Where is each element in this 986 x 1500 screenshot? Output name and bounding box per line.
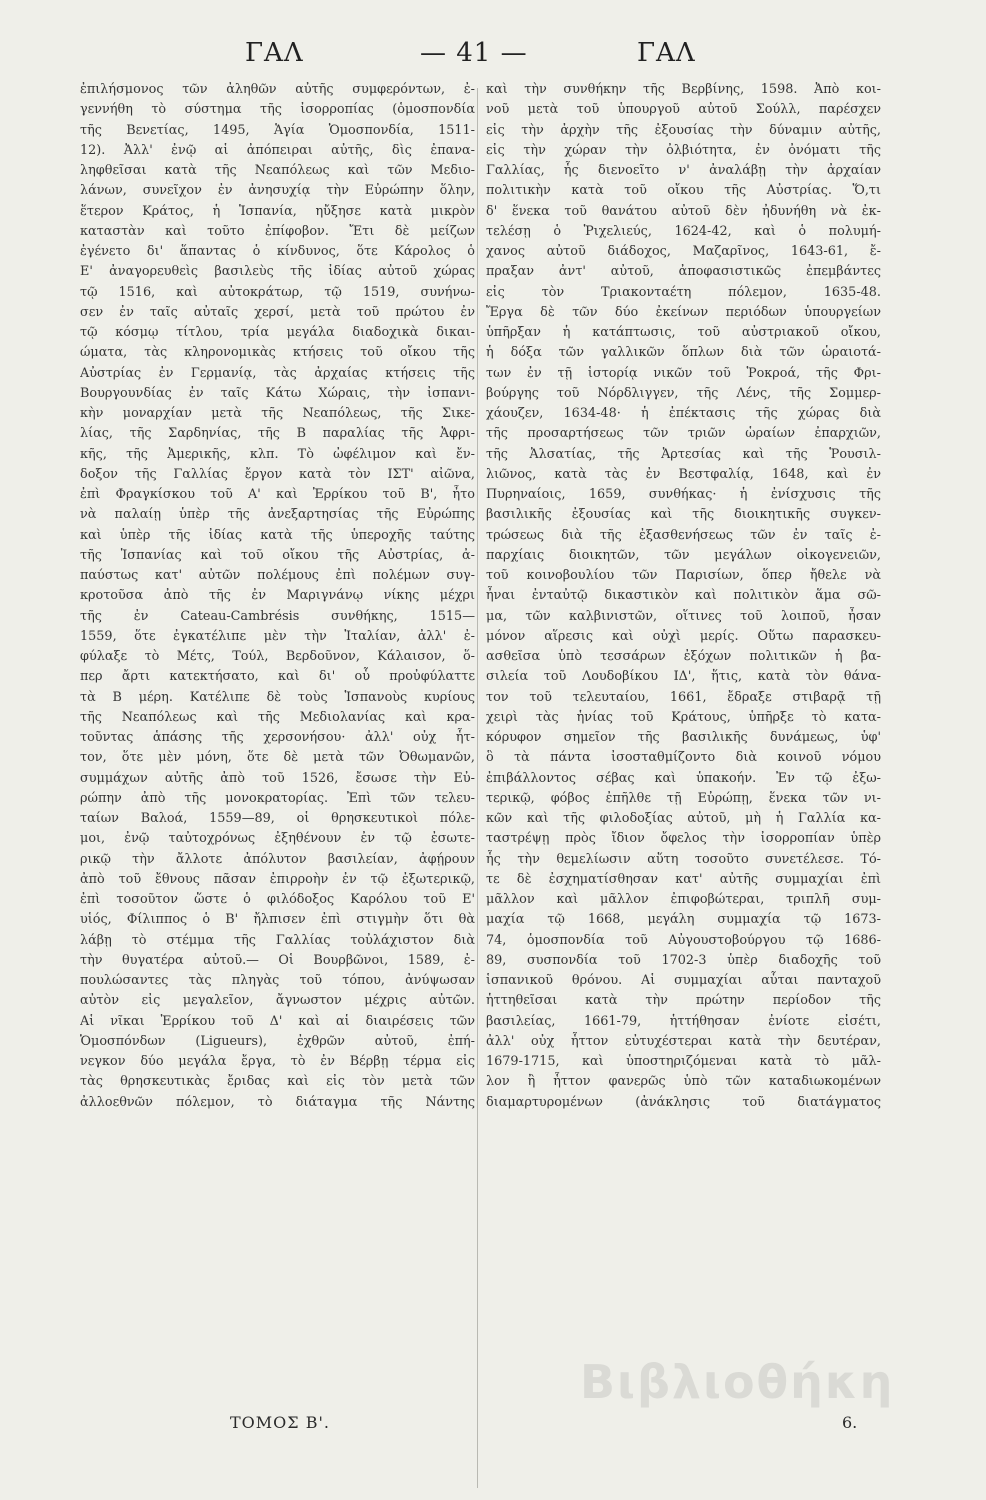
text-line: ληφθεῖσαι κατὰ τῆς Νεαπόλεως καὶ τῶν Μεδιο- [80,163,475,178]
text-line: λιῶνος, κατὰ τὰς ἐν Βεστφαλίᾳ, 1648, καὶ ἐν [486,466,881,482]
text-line: πουλώσαντες τὰς πληγὰς τοῦ τόπου, ἀνύψωσαν [80,973,475,988]
text-line: τοῦντας ἁπάσης τῆς χερσονήσου· ἀλλ' οὐχ ἧτ- [80,730,475,745]
text-line: λάνων, συνεῖχον ἐν ἀνησυχίᾳ τὴν Εὐρώπην ὅλην, [80,183,475,199]
text-line: δοξον τῆς Γαλλίας ἔργον κατὰ τὸν ΙΣΤ' αἰῶνα, [80,466,475,482]
text-line: τὰς θρησκευτικὰς ἔριδας καὶ εἰς τὸν μετὰ τῶν [80,1074,475,1090]
text-line: συμμάχων αὐτῆς ἀπὸ τοῦ 1526, ἔσωσε τὴν Εὐ- [80,770,475,786]
page-number: — 41 — [420,38,528,68]
text-line: τε δὲ ἐσχηματίσθησαν κατ' αὐτῆς συμμαχίαι ἐπὶ [486,871,881,887]
text-line: πραξαν ἀντ' αὐτοῦ, ἀποφασιστικῶς ἐπεμβάντες [486,264,881,280]
text-line: Βουργουνδίας ἐν ταῖς Κάτω Χώραις, τὴν ἰσπανι- [80,385,475,401]
text-line: κροτοῦσα ἀπὸ τῆς ἐν Μαριγνάνῳ νίκης μέχρι [80,588,475,604]
text-line: καὶ τὴν συνθήκην τῆς Βερβίνης, 1598. Ἀπὸ κοι- [486,82,881,97]
text-line: υἱός, Φίλιππος ὁ Β' ἤλπισεν ἐπὶ στιγμὴν ὅτι θὰ [80,912,475,928]
text-line: ἧς τὴν θεμελίωσιν αὕτη τοσοῦτο συνετέλεσε. Τό- [486,851,881,867]
text-line: περ ἄρτι κατεκτήσατο, καὶ δι' οὗ προὐφύλαττε [80,669,475,685]
text-line: λον ἢ ἧττον φανερῶς ὑπὸ τῶν καταδιωκομένων [486,1074,881,1090]
left-column [80,80,475,1113]
text-line: ἦναι ἐνταὐτῷ δικαστικὸν καὶ πολιτικὸν ἅμα σῶ- [486,588,881,604]
text-line: βούργης τοῦ Νόρδλιγγεν, τῆς Λένς, τῆς Σομμερ- [486,385,881,401]
text-line: δ' ἕνεκα τοῦ θανάτου αὐτοῦ δὲν ἠδυνήθη νὰ ἐκ- [486,203,881,219]
text-line: καὶ ὑπὲρ τῆς ἰδίας κατὰ τῆς ὑπεροχῆς ταύτης [80,527,475,543]
text-line: κόρυφον σημεῖον τῆς βασιλικῆς δυνάμεως, ὑφ' [486,730,881,745]
text-line: Αἱ νῖκαι Ἐρρίκου τοῦ Δ' καὶ αἱ διαιρέσεις τῶν [80,1013,475,1029]
text-line: ἐπὶ τοσοῦτον ὥστε ὁ φιλόδοξος Καρόλου τοῦ Ε' [80,892,475,907]
text-line: κῶν καὶ τῆς φιλοδοξίας αὐτοῦ, μὴ ἡ Γαλλία κα- [486,811,881,826]
text-line: τῆς Ἀλσατίας, τῆς Ἀρτεσίας καὶ τῆς Ῥουσιλ- [486,446,881,462]
text-line: γεννήθη τὸ σύστημα τῆς ἰσορροπίας (ὁμοσπονδία [80,102,475,118]
text-line: ἀπὸ τοῦ ἔθνους πᾶσαν ἐπιρροὴν ἐν τῷ ἐξωτερικῷ, [80,871,475,887]
text-line: ταστρέψῃ πρὸς ἴδιον ὄφελος τὴν ἰσορροπίαν ὑπὲρ [486,831,881,847]
text-line: σιλεία τοῦ Λουδοβίκου ΙΔ', ἥτις, κατὰ τὸν θάνα- [486,669,881,685]
text-line: 74, ὁμοσπονδία τοῦ Αὐγουστοβούργου τῷ 1686- [486,932,881,948]
text-line: πολιτικὴν κατὰ τοῦ οἴκου τῆς Αὐστρίας. Ὅ,τι [486,183,881,199]
text-line: τον, ὅτε μὲν μόνη, ὅτε δὲ μετὰ τῶν Ὀθωμανῶν, [80,750,475,766]
text-line: ἱσπανικοῦ θρόνου. Αἱ συμμαχίαι αὗται πανταχοῦ [486,973,881,988]
text-line: ἡττηθεῖσαι κατὰ τὴν πρώτην περίοδον τῆς [486,993,881,1009]
text-line: τὴν θυγατέρα αὐτοῦ.— Οἱ Βουρβῶνοι, 1589, ἐ- [80,952,475,968]
text-line: Πυρηναίοις, 1659, συνθήκας· ἡ ἐνίσχυσις τῆς [486,487,881,502]
text-line: κῆς, τῆς Ἀμερικῆς, κλπ. Τὸ ὠφέλιμον καὶ ἔν- [80,446,475,462]
running-header [70,38,930,78]
text-line: λάβῃ τὸ στέμμα τῆς Γαλλίας τοὐλάχιστον διὰ [80,932,475,948]
text-line: ὃ τὰ πάντα ἰσοσταθμίζοντο διὰ κοινοῦ νόμου [486,750,881,766]
text-line: εἰς τὴν χώραν τὴν ὀλβιότητα, ἐν ὀνόματι τῆς [486,142,881,158]
text-line: νοῦ μετὰ τοῦ ὑπουργοῦ αὐτοῦ Σούλλ, παρέσχεν [486,102,881,118]
text-line: εἰς τὴν ἀρχὴν τῆς ἐξουσίας τὴν δύναμιν αὐτῆς, [486,122,881,138]
text-line: τον τοῦ τελευταίου, 1661, ἔδραξε στιβαρᾷ τῇ [486,689,881,705]
text-line: ώματα, τὰς κληρονομικὰς κτήσεις τοῦ οἴκου τῆς [80,345,475,361]
text-line: ἐπιλήσμονος τῶν ἀληθῶν αὐτῆς συμφερόντων, ἐ- [80,82,475,97]
text-line: διαμαρτυρομένων (ἀνάκλησις τοῦ διατάγματος [486,1094,881,1110]
text-line: σεν ἐν ταῖς αὐταῖς χερσί, μετὰ τοῦ πρώτου ἐν [80,304,475,320]
text-line: τῆς ἐν Cateau-Cambrésis συνθήκης, 1515— [80,608,475,624]
text-line: Ε' ἀναγορευθεὶς βασιλεὺς τῆς ἰδίας αὐτοῦ χώρας [80,264,475,280]
text-line: λίας, τῆς Σαρδηνίας, τῆς Β παραλίας τῆς Ἀφρι- [80,426,475,442]
text-line: τῆς Βενετίας, 1495, Ἁγία Ὁμοσπονδία, 1511- [80,122,475,138]
text-line: βασιλείας, 1661-79, ἡττήθησαν ἐνίοτε εἰσέτι, [486,1013,881,1029]
text-line: κὴν μοναρχίαν μετὰ τῆς Νεαπόλεως, τῆς Σικε- [80,406,475,421]
text-line: μα, τῶν καλβινιστῶν, οἵτινες τοῦ λοιποῦ, ἦσαν [486,608,881,624]
text-line: ὑπῆρξαν ἡ κατάπτωσις, τοῦ αὐστριακοῦ οἴκου, [486,325,881,340]
right-column [486,80,881,1113]
signature-mark: 6. [842,1413,858,1432]
text-line: βασιλικῆς ἐξουσίας καὶ τῆς διοικητικῆς συγκεν- [486,507,881,523]
text-line: φύλαξε τὸ Μέτς, Τούλ, Βερδοῦνον, Κάλαισον, ὅ- [80,649,475,664]
text-line: ἀλλ' οὐχ ἧττον εὐτυχέστεραι κατὰ τὴν δευτέραν, [486,1033,881,1049]
text-line: τερικῷ, φόβος ἐπῆλθε τῇ Εὐρώπῃ, ἕνεκα τῶν νι- [486,790,881,806]
text-line: μόνον αἵρεσις καὶ οὐχὶ μερίς. Οὕτω παρασκευ- [486,628,881,644]
text-line: χανος αὐτοῦ διάδοχος, Μαζαρῖνος, 1643-61, ἔ- [486,244,881,259]
header-right-word: ΓΑΛ [637,38,696,68]
text-line: 12). Ἀλλ' ἐνῷ αἱ ἀπόπειραι αὐτῆς, δὶς ἐπανα- [80,142,475,158]
text-line: τὰ Β μέρη. Κατέλιπε δὲ τοὺς Ἱσπανοὺς κυρίους [80,689,475,705]
text-line: τῷ κόσμῳ τίτλου, τρία μεγάλα διαδοχικὰ δικαι- [80,325,475,340]
volume-footer: ΤΟΜΟΣ Β'. [230,1413,330,1432]
text-line: 1559, ὅτε ἐγκατέλιπε μὲν τὴν Ἰταλίαν, ἀλλ' ἐ- [80,628,475,644]
text-line: τοῦ κοινοβουλίου τῶν Παρισίων, ὅπερ ἤθελε νὰ [486,568,881,583]
text-line: ἕτερον Κράτος, ἡ Ἱσπανία, ηὔξησε κατὰ μικρὸν [80,203,475,219]
text-line: ἀλλοεθνῶν πόλεμον, τὸ διάταγμα τῆς Νάντης [80,1094,475,1110]
text-line: παύστως κατ' αὐτῶν πολέμους ἐπὶ πολέμων συγ- [80,568,475,583]
text-line: τῆς προσαρτήσεως τῶν τριῶν ὡραίων ἐπαρχιῶν, [486,426,881,442]
text-line: των ἐν τῇ ἱστορίᾳ νικῶν τοῦ Ῥοκροά, τῆς Φρι- [486,365,881,381]
text-line: ἐπὶ Φραγκίσκου τοῦ Α' καὶ Ἐρρίκου τοῦ Β', ἦτο [80,487,475,502]
text-line: μοι, ἐνῷ ταὐτοχρόνως ἐξηθένουν ἐν τῷ ἐσωτε- [80,831,475,847]
text-line: ταίων Βαλοά, 1559—89, οἱ θρησκευτικοὶ πόλε- [80,811,475,826]
text-line: αὐτὸν εἰς μεγαλεῖον, ἄγνωστον μέχρις αὐτῶν. [80,993,475,1009]
text-line: ασθεῖσα ὑπὸ τεσσάρων ἐξόχων πολιτικῶν ἡ βα- [486,649,881,664]
column-divider [477,88,478,1488]
text-line: παρχίαις διοικητῶν, τῶν μεγάλων οἰκογενειῶν, [486,547,881,563]
text-line: τῷ 1516, καὶ αὐτοκράτωρ, τῷ 1519, συνήνω- [80,284,475,300]
text-line: Ἔργα δὲ τῶν δύο ἐκείνων περιόδων ὑπουργείων [486,304,881,320]
text-line: τῆς Ἱσπανίας καὶ τοῦ οἴκου τῆς Αὐστρίας, ἀ- [80,547,475,563]
text-line: Γαλλίας, ἧς διενοεῖτο ν' ἀναλάβῃ τὴν ἀρχαίαν [486,163,881,178]
text-line: ἐπιβάλλοντος σέβας καὶ ὑπακοήν. Ἐν τῷ ἐξω- [486,770,881,786]
text-line: ρώπην ἀπὸ τῆς μονοκρατορίας. Ἐπὶ τῶν τελευ- [80,790,475,806]
text-line: ἐγένετο δι' ἅπαντας ὁ κίνδυνος, ὅτε Κάρολος ὁ [80,244,475,259]
text-line: τῆς Νεαπόλεως καὶ τῆς Μεδιολανίας καὶ κρα- [80,709,475,725]
text-line: ἡ δόξα τῶν γαλλικῶν ὅπλων διὰ τῶν ὡραιοτά- [486,345,881,361]
header-left-word: ΓΑΛ [245,38,304,68]
text-line: 1679-1715, καὶ ὑποστηριζόμεναι κατὰ τὸ μᾶλ- [486,1054,881,1069]
library-watermark: Βιβλιοθήκη [580,1355,895,1409]
text-line: ρικῷ τὴν ἄλλοτε ἀπόλυτον βασιλείαν, ἀφῄρουν [80,851,475,867]
text-line: τελέσῃ ὁ Ῥιχελιεύς, 1624-42, καὶ ὁ πολυμή- [486,223,881,239]
text-line: τρώσεως διὰ τῆς ἐξασθενήσεως τῶν ἐν ταῖς ἐ- [486,527,881,543]
text-line: χειρὶ τὰς ἡνίας τοῦ Κράτους, ὑπῆρξε τὸ κατα- [486,709,881,725]
text-line: Ὁμοσπόνδων (Ligueurs), ἐχθρῶν αὐτοῦ, ἐπή- [80,1033,475,1049]
text-line: εἰς τὸν Τριακονταέτη πόλεμον, 1635-48. [486,284,881,300]
text-line: νεγκον δύο μεγάλα ἔργα, τὸ ἐν Βέρβῃ τέρμα εἰς [80,1054,475,1069]
text-line: νὰ παλαίῃ ὑπὲρ τῆς ἀνεξαρτησίας τῆς Εὐρώπης [80,507,475,523]
text-line: 89, συσπονδία τοῦ 1702-3 ὑπὲρ διαδοχῆς τοῦ [486,952,881,968]
text-line: Αὐστρίας ἐν Γερμανίᾳ, τὰς ἀρχαίας κτήσεις τῆς [80,365,475,381]
text-line: μᾶλλον καὶ μᾶλλον ἐπιφοβώτεραι, τριπλῆ συμ- [486,892,881,907]
text-line: καταστὰν καὶ τοῦτο ἐπίφοβον. Ἔτι δὲ μείζων [80,223,475,239]
text-line: χάουζεν, 1634-48· ἡ ἐπέκτασις τῆς χώρας διὰ [486,406,881,421]
text-line: μαχία τῷ 1668, μεγάλη συμμαχία τῷ 1673- [486,912,881,928]
